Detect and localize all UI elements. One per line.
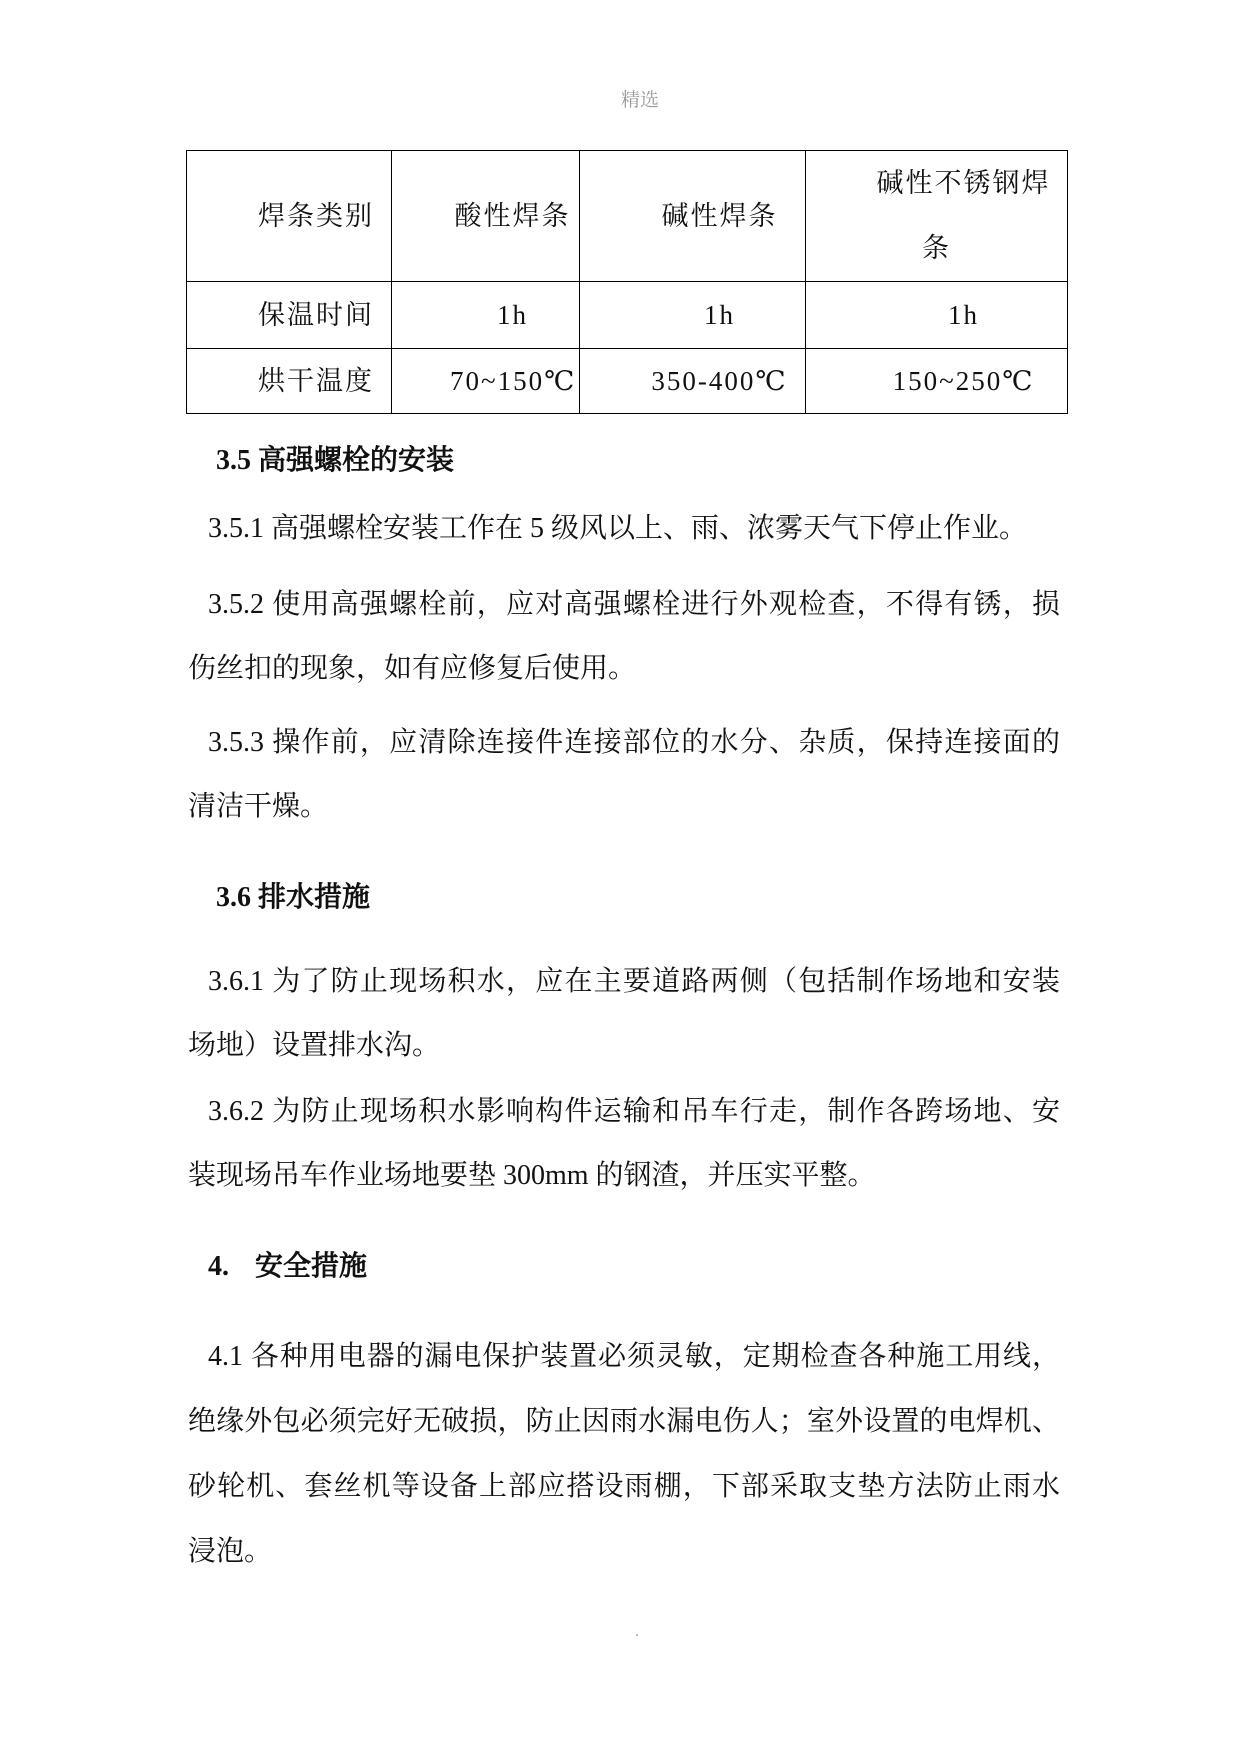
table-header-cell: 碱性焊条: [580, 151, 806, 282]
paragraph-line: 3.6.2 为防止现场积水影响构件运输和吊车行走，制作各跨场地、安: [208, 1096, 1060, 1127]
table-header-cell: 焊条类别: [187, 151, 392, 282]
table-cell: 1h: [392, 282, 580, 349]
section-heading: 3.6 排水措施: [216, 882, 371, 913]
electrode-drying-table: [186, 150, 1068, 414]
paragraph: [188, 711, 1060, 839]
table-row: [187, 282, 1068, 349]
table-row-label: 保温时间: [187, 282, 392, 349]
table-header-cell: 碱性不锈钢焊条: [806, 151, 1068, 282]
paragraph-line: 3.5.1 高强螺栓安装工作在 5 级风以上、雨、浓雾天气下停止作业。: [208, 513, 1028, 544]
paragraph-line: 3.5.3 操作前，应清除连接件连接部位的水分、杂质，保持连接面的: [208, 727, 1060, 758]
chapter-heading: [208, 1235, 367, 1299]
paragraph: [188, 1080, 1060, 1208]
chapter-title: 安全措施: [255, 1251, 368, 1282]
paragraph-line: 4.1 各种用电器的漏电保护装置必须灵敏，定期检查各种施工用线，: [208, 1341, 1060, 1372]
paragraph-line: 伤丝扣的现象，如有应修复后使用。: [188, 653, 637, 684]
paragraph-line: 3.5.2 使用高强螺栓前，应对高强螺栓进行外观检查，不得有锈，损: [208, 589, 1060, 620]
chapter-number: 4.: [208, 1251, 229, 1282]
section-heading: 3.5 高强螺栓的安装: [216, 445, 455, 476]
table-header-cell: 酸性焊条: [392, 151, 580, 282]
paragraph: [188, 497, 1060, 561]
table-cell: 70~150℃: [392, 349, 580, 414]
table-cell: 1h: [806, 282, 1068, 349]
table-row-label: 烘干温度: [187, 349, 392, 414]
table-row: [187, 349, 1068, 414]
table-header-row: [187, 151, 1068, 282]
table-cell: 1h: [580, 282, 806, 349]
paragraph-line: 装现场吊车作业场地要垫 300mm 的钢渣，并压实平整。: [188, 1160, 876, 1191]
paragraph-line: 浸泡。: [188, 1536, 273, 1567]
paragraph-line: 清洁干燥。: [188, 791, 329, 822]
page-header-label: 精选: [620, 90, 659, 111]
table-cell: 350-400℃: [580, 349, 806, 414]
paragraph: [188, 573, 1060, 701]
paragraph: [188, 1324, 1060, 1584]
paragraph-line: 绝缘外包必须完好无破损，防止因雨水漏电伤人；室外设置的电焊机、: [188, 1406, 1060, 1437]
paragraph-line: 场地）设置排水沟。: [188, 1030, 441, 1061]
footer-mark: .: [635, 1623, 639, 1640]
table-cell: 150~250℃: [806, 349, 1068, 414]
paragraph: [188, 950, 1060, 1078]
paragraph-line: 3.6.1 为了防止现场积水，应在主要道路两侧（包括制作场地和安装: [208, 966, 1060, 997]
paragraph-line: 砂轮机、套丝机等设备上部应搭设雨棚，下部采取支垫方法防止雨水: [188, 1471, 1060, 1502]
